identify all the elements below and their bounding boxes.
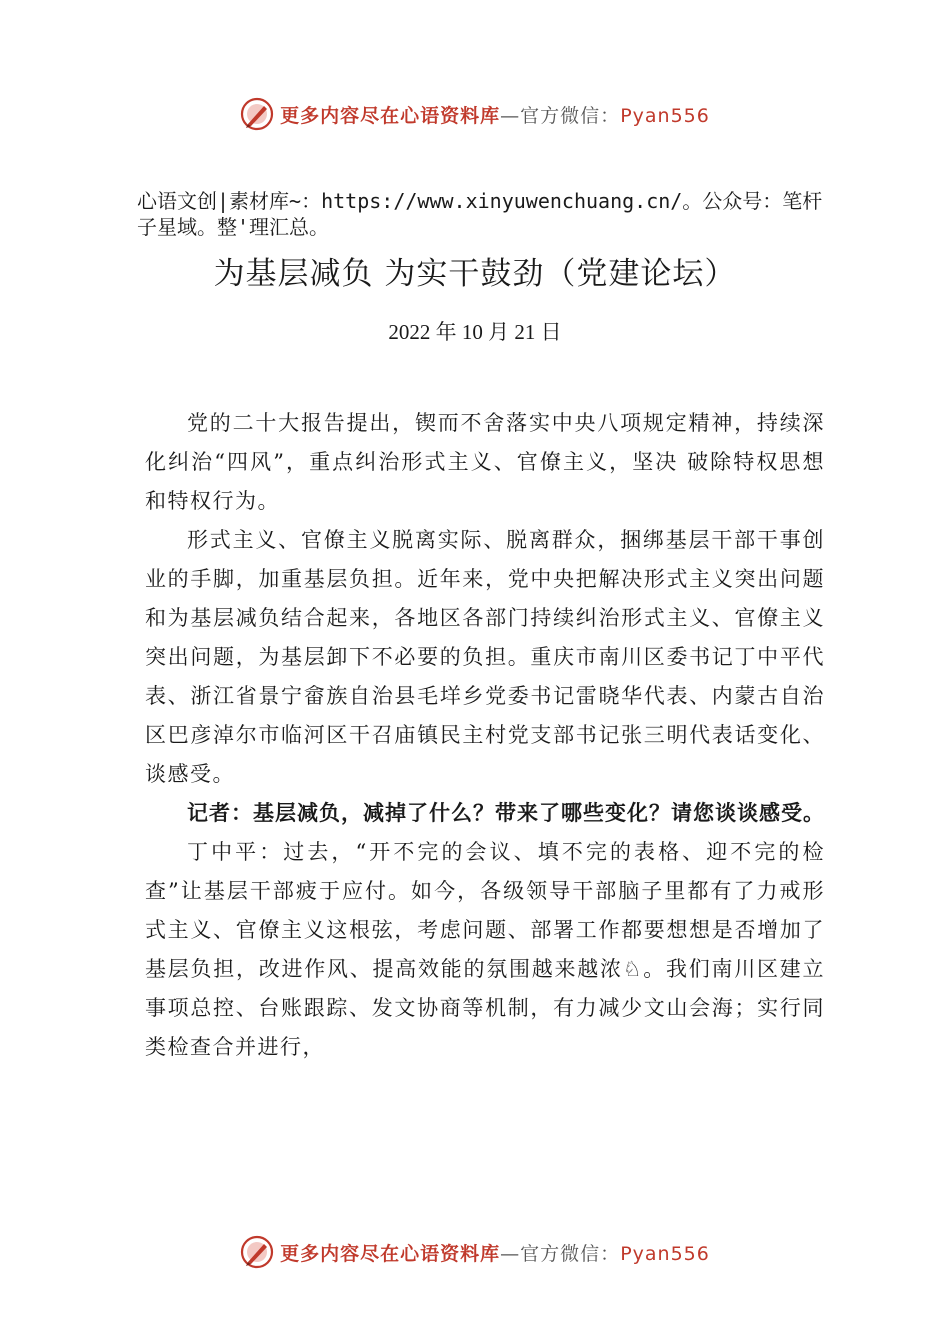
reporter-question: 记者：基层减负，减掉了什么？带来了哪些变化？请您谈谈感受。: [187, 801, 825, 825]
article-body: [145, 404, 825, 1067]
pen-logo-icon: [240, 1235, 274, 1269]
article-date: 2022 年 10 月 21 日: [388, 320, 562, 344]
pen-logo-icon: [240, 97, 274, 131]
source-note: 心语文创|素材库~：https://www.xinyuwenchuang.cn/。公众号：笔杆子星域。整'理汇总。: [137, 189, 823, 239]
header-banner: [0, 94, 950, 134]
article-title: 为基层减负 为实干鼓劲（党建论坛）: [213, 256, 737, 292]
footer-banner: [0, 1232, 950, 1272]
paragraph: 形式主义、官僚主义脱离实际、脱离群众，捆绑基层干部干事创业的手脚，加重基层负担。近年来，党中央把解决形式主义突出问题和为基层减负结合起来，各地区各部门持续纠治形式主义、官僚主义突出问题，为基层卸下不必要的负担。重庆市南川区委书记丁中平代表、浙江省景宁畲族自治县毛垟乡党委书记雷晓华代表、内蒙古自治区巴彦淖尔市临河区干召庙镇民主村党支部书记张三明代表话变化、谈感受。: [145, 528, 825, 786]
paragraph: 丁中平：过去，“开不完的会议、填不完的表格、迎不完的检查”让基层干部疲于应付。如今，各级领导干部脑子里都有了力戒形式主义、官僚主义这根弦，考虑问题、部署工作都要想想是否增加了基层负担，改进作风、提高效能的氛围越来越浓♘。我们南川区建立事项总控、台账跟踪、发文协商等机制，有力减少文山会海；实行同类检查合并进行，: [145, 840, 825, 1059]
banner-text: 更多内容尽在心语资料库—官方微信：Pyan556: [280, 104, 710, 127]
paragraph: 党的二十大报告提出，锲而不舍落实中央八项规定精神，持续深化纠治“四风”，重点纠治形式主义、官僚主义，坚决 破除特权思想和特权行为。: [145, 411, 825, 513]
banner-text: 更多内容尽在心语资料库—官方微信：Pyan556: [280, 1242, 710, 1265]
